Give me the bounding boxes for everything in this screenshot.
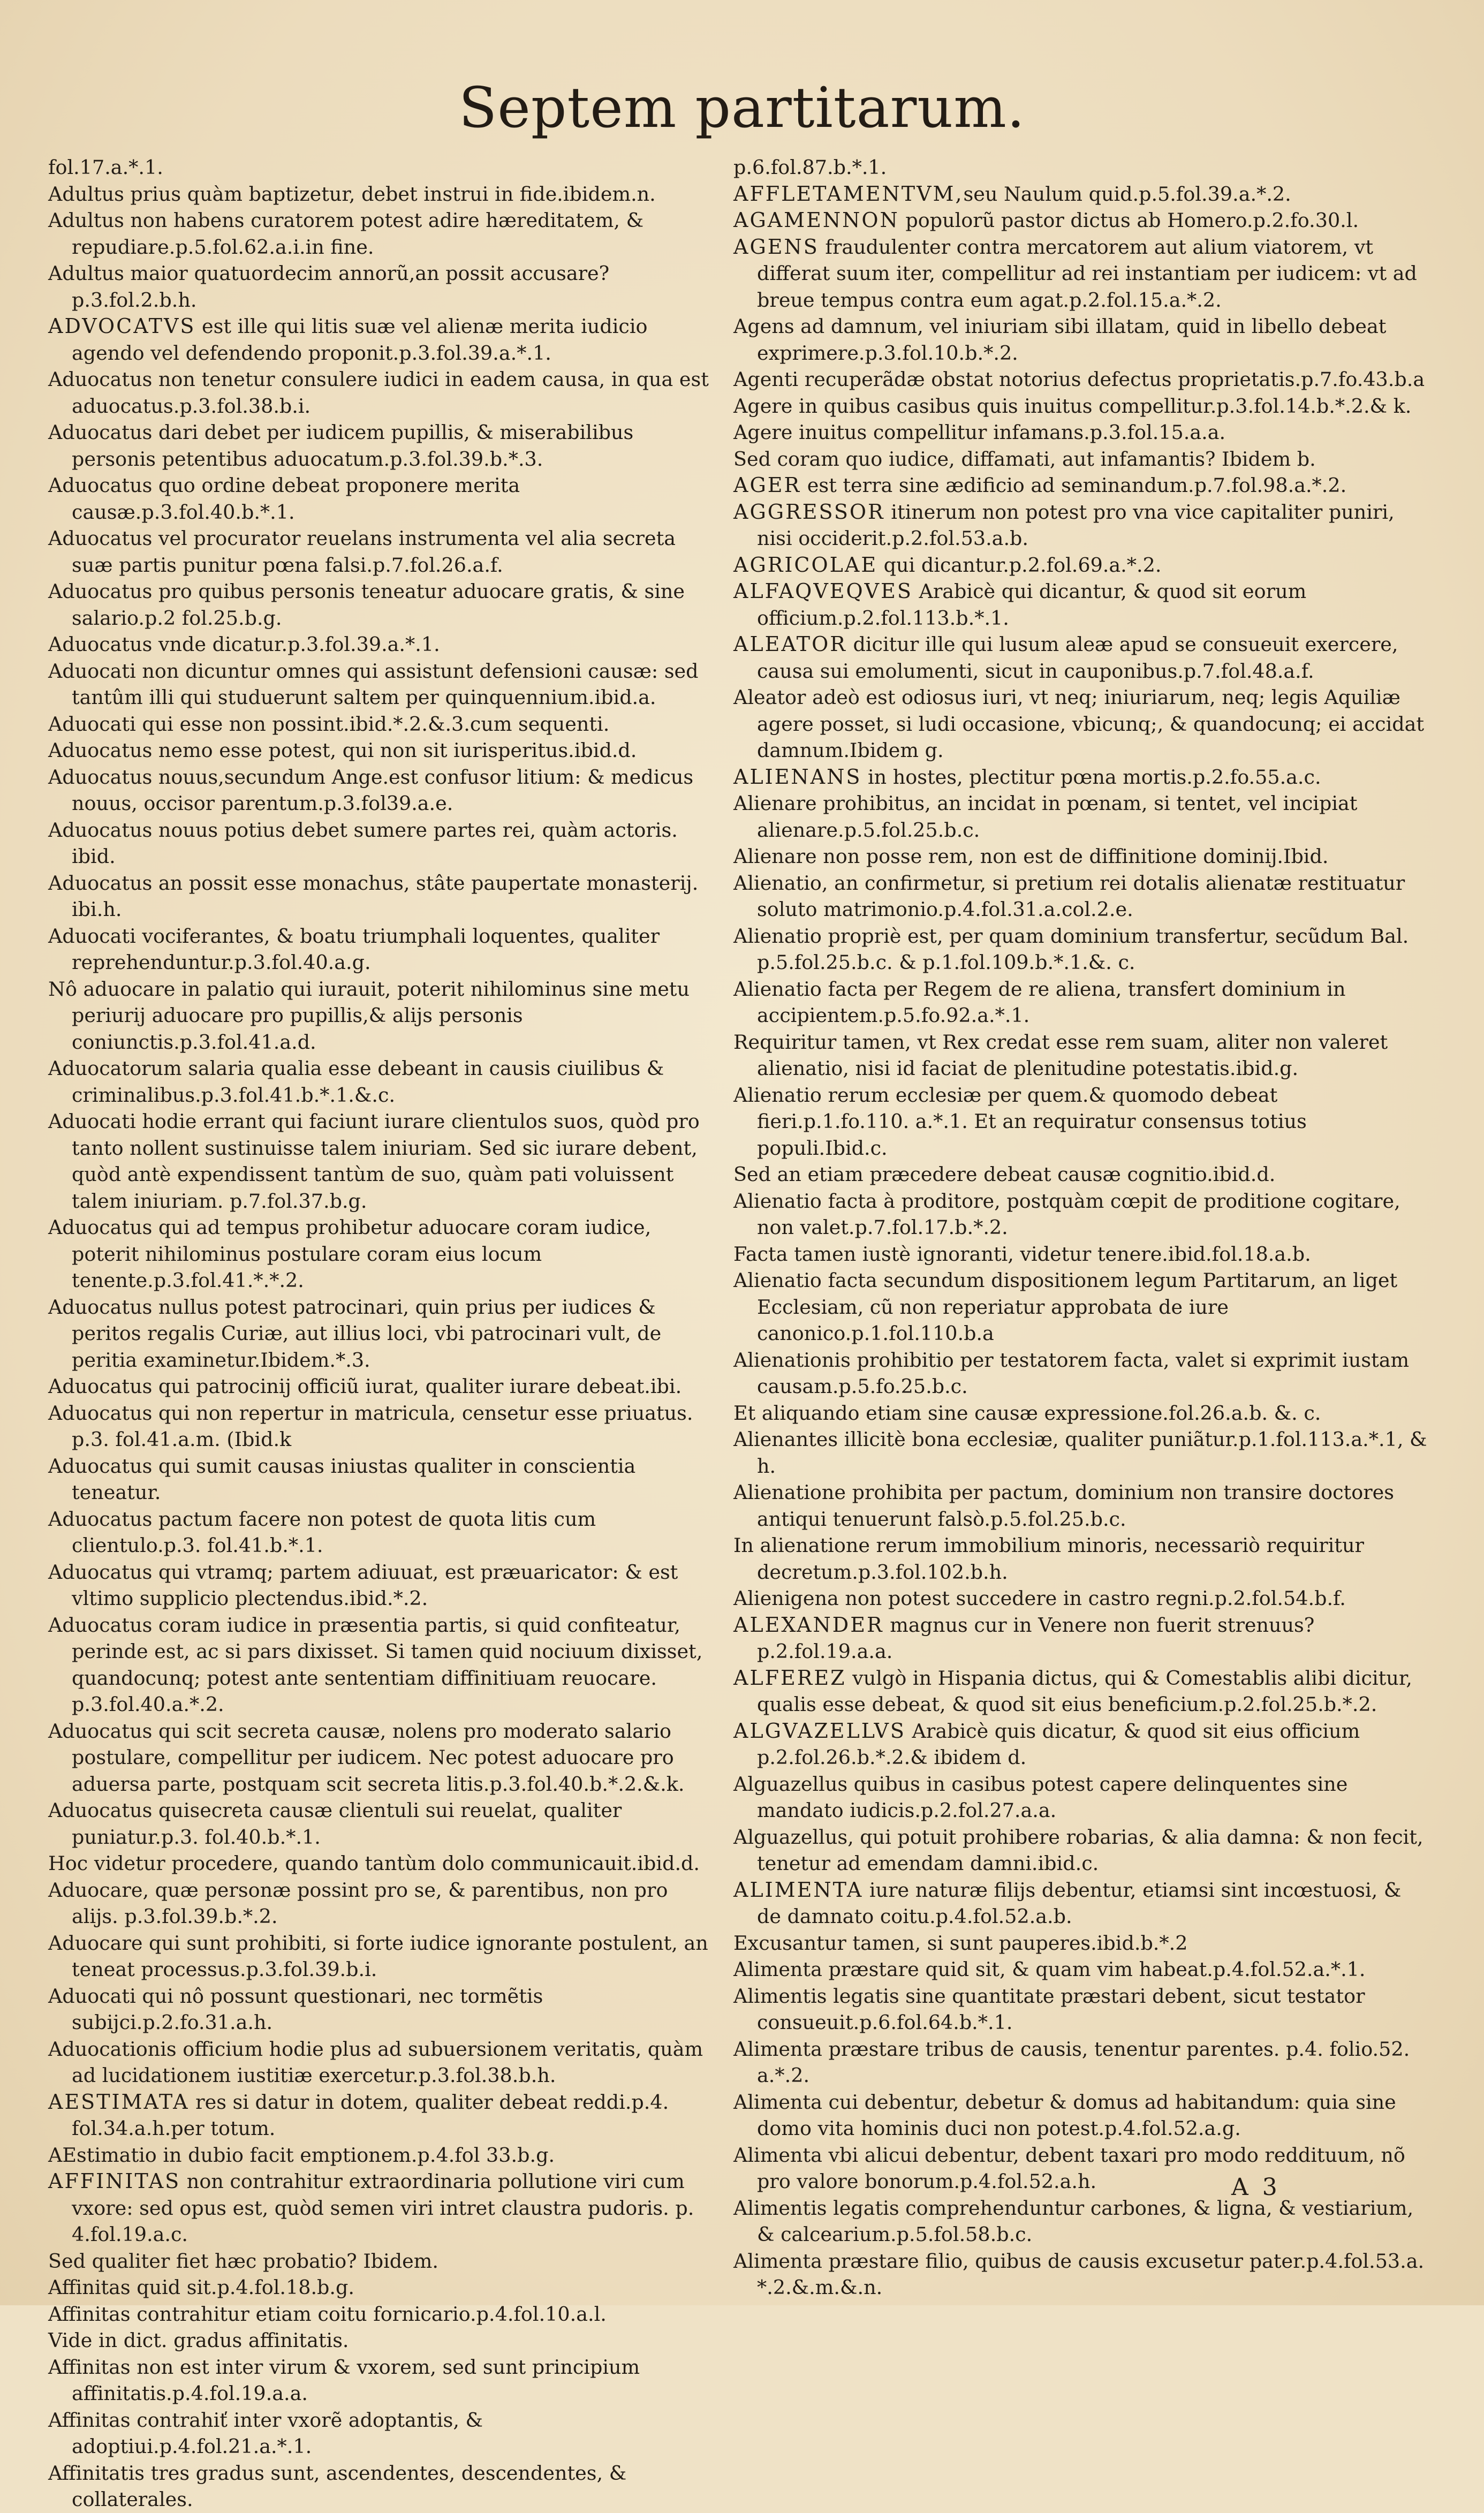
- index-entry: [733, 446, 1429, 473]
- entry-text: Excusantur tamen, si sunt pauperes.ibid.b.*.2: [733, 1931, 1188, 1955]
- index-entry: [733, 1400, 1429, 1427]
- entry-headword: ALEATOR: [733, 632, 847, 656]
- index-entry: [48, 2089, 715, 2142]
- entry-text: Aduocati qui nô possunt questionari, nec tormẽtis subijci.p.2.fo.31.a.h.: [48, 1984, 543, 2034]
- entry-text: Aduocare, quæ personæ possint pro se, & parentibus, non pro alijs. p.3.fol.39.b.*.2.: [48, 1878, 668, 1928]
- entry-text: Alienatio facta secundum dispositionem legum Partitarum, an liget Ecclesiam, cũ non reperiatur approbata de iure canonico.p.1.fol.110.b.a: [733, 1269, 1398, 1345]
- index-entry: [48, 2354, 715, 2407]
- entry-text: Affinitas contrahitur etiam coitu fornicario.p.4.fol.10.a.l.: [48, 2302, 607, 2326]
- index-entry: [733, 1532, 1429, 1585]
- index-entry: [48, 976, 715, 1056]
- entry-text: Nô aduocare in palatio qui iurauit, poterit nihilominus sine metu periurij aduocare pro pupillis,& alijs personis coniunctis.p.3.fol.41.a.d.: [48, 977, 690, 1054]
- entry-text: Aduocare qui sunt prohibiti, si forte iudice ignorante postulent, an teneat processus.p.3.fol.39.b.i.: [48, 1931, 708, 1981]
- index-entry: [733, 1612, 1429, 1665]
- index-entry: [48, 1055, 715, 1108]
- index-entry: [48, 154, 715, 181]
- entry-text: Aduocatus non tenetur consulere iudici in eadem causa, in qua est aduocatus.p.3.fol.38.b.i.: [48, 368, 709, 418]
- index-entry: [48, 2407, 715, 2460]
- entry-text: fraudulenter contra mercatorem aut alium viatorem, vt differat suum iter, compellitur ad rei instantiam per iudicem: vt ad breue tempus contra eum agat.p.2.fol.15.a.*.2.: [757, 235, 1417, 312]
- entry-text: Aduocatus nemo esse potest, qui non sit iurisperitus.ibid.d.: [48, 739, 637, 762]
- entry-text: Aduocatus pactum facere non potest de quota litis cum clientulo.p.3. fol.41.b.*.1.: [48, 1507, 596, 1557]
- index-entry: [48, 711, 715, 738]
- index-entry: [48, 366, 715, 419]
- entry-text: Aduocatus pro quibus personis teneatur aduocare gratis, & sine salario.p.2 fol.25.b.g.: [48, 580, 685, 630]
- entry-text: Arabicè qui dicantur, & quod sit eorum officium.p.2.fol.113.b.*.1.: [757, 580, 1307, 630]
- entry-headword: ALGVAZELLVS: [733, 1719, 906, 1743]
- entry-text: Aduocatus qui ad tempus prohibetur aduocare coram iudice, poterit nihilominus postulare coram eius locum tenente.p.3.fol.41.*.*.2.: [48, 1216, 652, 1292]
- entry-text: Aduocatus vnde dicatur.p.3.fol.39.a.*.1.: [48, 633, 440, 656]
- running-header: Septem partitarum.: [459, 75, 1025, 140]
- index-entry: [733, 790, 1429, 843]
- index-entry: [733, 2142, 1429, 2195]
- left-column: [48, 154, 715, 2513]
- entry-text: Affinitas non est inter virum & vxorem, sed sunt principium affinitatis.p.4.fol.19.a.a.: [48, 2355, 640, 2405]
- entry-text: Alienare non posse rem, non est de diffinitione dominij.Ibid.: [733, 845, 1329, 868]
- index-entry: [48, 1797, 715, 1850]
- signature-mark: A 3: [1231, 2174, 1281, 2201]
- index-entry: [733, 1029, 1429, 1082]
- entry-headword: AGRICOLAE: [733, 552, 878, 577]
- entry-text: Aduocati non dicuntur omnes qui assistunt defensioni causæ: sed tantûm illi qui studuerunt saltem per quinquennium.ibid.a.: [48, 659, 699, 709]
- entry-text: Aduocatus dari debet per iudicem pupillis, & miserabilibus personis petentibus aduocatum.p.3.fol.39.b.*.3.: [48, 421, 634, 471]
- index-entry: [733, 1347, 1429, 1400]
- entry-text: magnus cur in Venere non fuerit strenuus? p.2.fol.19.a.a.: [757, 1613, 1315, 1663]
- index-entry: [733, 1188, 1429, 1241]
- entry-text: Aduocati vociferantes, & boatu triumphali loquentes, qualiter reprehenduntur.p.3.fol.40.a.g.: [48, 924, 660, 974]
- index-entry: [48, 1214, 715, 1294]
- index-entry: [48, 764, 715, 817]
- index-entry: [48, 2142, 715, 2169]
- index-entry: [733, 923, 1429, 976]
- index-entry: [48, 658, 715, 711]
- entry-headword: AGAMENNON: [733, 208, 899, 232]
- index-entry: [733, 843, 1429, 870]
- entry-text: Sed coram quo iudice, diffamati, aut infamantis? Ibidem b.: [733, 447, 1316, 471]
- entry-text: itinerum non potest pro vna vice capitaliter puniri, nisi occiderit.p.2.fol.53.a.b.: [757, 500, 1395, 550]
- index-entry: [733, 207, 1429, 234]
- index-entry: [48, 737, 715, 764]
- index-entry: [733, 419, 1429, 446]
- index-entry: [48, 817, 715, 870]
- index-entry: [733, 313, 1429, 366]
- entry-text: Aduocationis officium hodie plus ad subuersionem veritatis, quàm ad lucidationem iustitiæ exercetur.p.3.fol.38.b.h.: [48, 2037, 703, 2087]
- entry-text: qui dicantur.p.2.fol.69.a.*.2.: [877, 553, 1162, 577]
- index-entry: [733, 684, 1429, 764]
- entry-text: Requiritur tamen, vt Rex credat esse rem suam, aliter non valeret alienatio, nisi id faciat de plenitudine potestatis.ibid.g.: [733, 1030, 1388, 1080]
- index-entry: [733, 552, 1429, 579]
- index-entry: [733, 499, 1429, 552]
- index-entry: [48, 2327, 715, 2354]
- entry-text: Aduocatus quisecreta causæ clientuli sui reuelat, qualiter puniatur.p.3. fol.40.b.*.1.: [48, 1799, 622, 1849]
- entry-headword: AESTIMATA: [48, 2090, 190, 2114]
- index-entry: [48, 1612, 715, 1718]
- index-entry: [48, 1373, 715, 1400]
- entry-text: Alienatione prohibita per pactum, dominium non transire doctores antiqui tenuerunt falsò.p.5.fol.25.b.c.: [733, 1481, 1394, 1531]
- index-entry: [48, 207, 715, 260]
- index-entry: [48, 1506, 715, 1559]
- entry-text: Alimenta cui debentur, debetur & domus ad habitandum: quia sine domo vita hominis duci non potest.p.4.fol.52.a.g.: [733, 2090, 1396, 2140]
- entry-text: Sed an etiam præcedere debeat causæ cognitio.ibid.d.: [733, 1163, 1276, 1186]
- entry-text: Agens ad damnum, vel iniuriam sibi illatam, quid in libello debeat exprimere.p.3.fol.10.b.*.2.: [733, 315, 1387, 365]
- entry-text: Alienatio facta per Regem de re aliena, transfert dominium in accipientem.p.5.fo.92.a.*.1.: [733, 977, 1346, 1027]
- entry-text: Hoc videtur procedere, quando tantùm dolo communicauit.ibid.d.: [48, 1852, 700, 1875]
- index-entry: [733, 393, 1429, 420]
- index-entry: [733, 154, 1429, 181]
- entry-text: non contrahitur extraordinaria pollutione viri cum vxore: sed opus est, quòd semen viri intret claustra pudoris. p. 4.fol.19.a.c.: [72, 2170, 694, 2246]
- index-entry: [48, 2460, 715, 2513]
- index-entry: [733, 234, 1429, 314]
- entry-text: Affinitas quid sit.p.4.fol.18.b.g.: [48, 2276, 354, 2299]
- index-entry: [48, 181, 715, 208]
- entry-text: Aduocatus nouus,secundum Ange.est confusor litium: & medicus nouus, occisor parentum.p.3.fol39.a.e.: [48, 765, 694, 815]
- entry-text: Alienatio propriè est, per quam dominium transfertur, secũdum Bal. p.5.fol.25.b.c. & p.1.fol.109.b.*.1.&. c.: [733, 924, 1409, 974]
- entry-text: Alimenta præstare tribus de causis, tenentur parentes. p.4. folio.52. a.*.2.: [733, 2037, 1410, 2087]
- entry-text: est terra sine ædificio ad seminandum.p.7.fol.98.a.*.2.: [801, 474, 1347, 497]
- index-entry: [733, 2089, 1429, 2142]
- index-entry: [48, 870, 715, 923]
- entry-text: in hostes, plectitur pœna mortis.p.2.fo.55.a.c.: [861, 765, 1321, 789]
- entry-text: dicitur ille qui lusum aleæ apud se consueuit exercere, causa sui emolumenti, sicut in cauponibus.p.7.fol.48.a.f.: [757, 633, 1398, 683]
- index-entry: [733, 976, 1429, 1029]
- entry-text: Agenti recuperãdæ obstat notorius defectus proprietatis.p.7.fo.43.b.a: [733, 368, 1425, 391]
- entry-text: Alguazellus, qui potuit prohibere robarias, & alia damna: & non fecit, tenetur ad emendam damni.ibid.c.: [733, 1825, 1424, 1875]
- index-entry: [48, 1294, 715, 1374]
- entry-headword: ALEXANDER: [733, 1613, 884, 1637]
- index-entry: [48, 313, 715, 366]
- index-entry: [48, 1850, 715, 1877]
- index-entry: [48, 260, 715, 313]
- index-entry: [48, 1877, 715, 1930]
- entry-text: est ille qui litis suæ vel alienæ merita iudicio agendo vel defendendo proponit.p.3.fol.39.a.*.1.: [72, 315, 648, 365]
- index-entry: [48, 1983, 715, 2036]
- entry-headword: AGER: [733, 473, 801, 497]
- index-entry: [733, 1479, 1429, 1532]
- index-entry: [48, 2036, 715, 2089]
- index-entry: [733, 1161, 1429, 1188]
- entry-text: Aduocati hodie errant qui faciunt iurare clientulos suos, quòd pro tanto nollent sustinuisse talem iniuriam. Sed sic iurare debent, quòd antè expendissent tantùm de suo, quàm pati voluissent talem iniuriam. p.7.fol.37.b.g.: [48, 1110, 700, 1213]
- entry-headword: ALIMENTA: [733, 1878, 864, 1902]
- index-entry: [733, 1082, 1429, 1162]
- entry-headword: AGGRESSOR: [733, 499, 885, 524]
- index-entry: [733, 1983, 1429, 2036]
- index-entry: [48, 525, 715, 578]
- index-entry: [733, 2036, 1429, 2089]
- index-entry: [48, 1453, 715, 1506]
- entry-text: Vide in dict. gradus affinitatis.: [48, 2329, 349, 2352]
- index-entry: [733, 1718, 1429, 1771]
- index-entry: [48, 578, 715, 631]
- entry-text: AEstimatio in dubio facit emptionem.p.4.fol 33.b.g.: [48, 2143, 555, 2167]
- index-entry: [733, 1771, 1429, 1824]
- entry-text: Aduocatus nouus potius debet sumere partes rei, quàm actoris. ibid.: [48, 818, 678, 868]
- entry-text: Arabicè quis dicatur, & quod sit eius officium p.2.fol.26.b.*.2.& ibidem d.: [757, 1719, 1360, 1769]
- index-entry: [48, 472, 715, 525]
- entry-text: Alimenta præstare filio, quibus de causis excusetur pater.p.4.fol.53.a. *.2.&.m.&.n.: [733, 2249, 1425, 2299]
- entry-text: Aduocatus qui scit secreta causæ, nolens pro moderato salario postulare, compellitur per iudicem. Nec potest aduocare pro aduersa parte, postquam scit secreta litis.p.3.fol.40.b.*.2.&.k.: [48, 1719, 685, 1796]
- entry-text: Alienantes illicitè bona ecclesiæ, qualiter puniãtur.p.1.fol.113.a.*.1, & h.: [733, 1428, 1427, 1478]
- entry-text: Aduocatus qui sumit causas iniustas qualiter in conscientia teneatur.: [48, 1454, 636, 1504]
- entry-text: p.6.fol.87.b.*.1.: [733, 156, 887, 179]
- index-entry: [733, 366, 1429, 393]
- entry-text: populorũ pastor dictus ab Homero.p.2.fo.30.l.: [899, 209, 1359, 232]
- index-entry: [733, 1956, 1429, 1983]
- entry-text: Alguazellus quibus in casibus potest capere delinquentes sine mandato iudicis.p.2.fol.27.a.a.: [733, 1772, 1348, 1822]
- index-entry: [733, 181, 1429, 208]
- index-entry: [48, 1559, 715, 1612]
- entry-text: Facta tamen iustè ignoranti, videtur tenere.ibid.fol.18.a.b.: [733, 1242, 1311, 1266]
- right-column: [733, 154, 1429, 2301]
- index-entry: [733, 1824, 1429, 1877]
- entry-text: Et aliquando etiam sine causæ expressione.fol.26.a.b. &. c.: [733, 1401, 1321, 1425]
- entry-text: Aduocati qui esse non possint.ibid.*.2.&.3.cum sequenti.: [48, 712, 610, 736]
- entry-headword: AFFINITAS: [48, 2169, 181, 2193]
- index-entry: [733, 472, 1429, 499]
- entry-text: Aduocatus qui non repertur in matricula, censetur esse priuatus. p.3. fol.41.a.m. (Ibid.k: [48, 1401, 693, 1451]
- index-entry: [48, 2248, 715, 2275]
- entry-text: In alienatione rerum immobilium minoris, necessariò requiritur decretum.p.3.fol.102.b.h.: [733, 1534, 1364, 1584]
- entry-text: Aduocatus an possit esse monachus, stâte paupertate monasterij. ibi.h.: [48, 871, 699, 921]
- index-entry: [733, 1930, 1429, 1957]
- index-entry: [733, 764, 1429, 791]
- entry-text: fol.17.a.*.1.: [48, 156, 163, 179]
- entry-text: Agere in quibus casibus quis inuitus compellitur.p.3.fol.14.b.*.2.& k.: [733, 394, 1412, 418]
- index-entry: [733, 1877, 1429, 1930]
- entry-text: Adultus prius quàm baptizetur, debet instrui in fide.ibidem.n.: [48, 182, 656, 206]
- entry-text: Alienatio facta à proditore, postquàm cœpit de proditione cogitare, non valet.p.7.fol.17.b.*.2.: [733, 1189, 1400, 1239]
- entry-headword: AGENS: [733, 234, 819, 259]
- entry-text: Adultus maior quatuordecim annorũ,an possit accusare? p.3.fol.2.b.h.: [48, 262, 610, 312]
- entry-text: vulgò in Hispania dictus, qui & Comestablis alibi dicitur, qualis esse debeat, & quod sit eius beneficium.p.2.fol.25.b.*.2.: [757, 1666, 1412, 1716]
- entry-text: Alienationis prohibitio per testatorem facta, valet si exprimit iustam causam.p.5.fo.25.b.c.: [733, 1348, 1410, 1398]
- entry-text: Aduocatus quo ordine debeat proponere merita causæ.p.3.fol.40.b.*.1.: [48, 474, 520, 524]
- entry-text: Alimenta vbi alicui debentur, debent taxari pro modo reddituum, nõ pro valore bonorum.p.4.fol.52.a.h.: [733, 2143, 1405, 2193]
- entry-text: Aduocatus qui patrocinij officiũ iurat, qualiter iurare debeat.ibi.: [48, 1375, 682, 1398]
- entry-text: Aduocatus qui vtramq; partem adiuuat, est præuaricator: & est vltimo supplicio plectendus.ibid.*.2.: [48, 1560, 678, 1610]
- entry-text: seu Naulum quid.p.5.fol.39.a.*.2.: [963, 182, 1291, 206]
- index-entry: [48, 419, 715, 472]
- index-entry: [48, 2274, 715, 2301]
- index-entry: [733, 2248, 1429, 2301]
- index-entry: [48, 631, 715, 658]
- index-entry: [48, 1108, 715, 1214]
- entry-headword: AFFLETAMENTVM,: [733, 181, 964, 206]
- index-entry: [48, 1930, 715, 1983]
- entry-text: Alienatio, an confirmetur, si pretium rei dotalis alienatæ restituatur soluto matrimonio.p.4.fol.31.a.col.2.e.: [733, 871, 1405, 921]
- entry-text: Aduocatus coram iudice in præsentia partis, si quid confiteatur, perinde est, ac si pars dixisset. Si tamen quid nociuum dixisset, quandocunq; potest ante sententiam diffinitiuam reuocare. p.3.fol.40.a.*.2.: [48, 1613, 703, 1716]
- index-entry: [48, 1400, 715, 1453]
- entry-text: iure naturæ filijs debentur, etiamsi sint incœstuosi, & de damnato coitu.p.4.fol.52.a.b.: [757, 1878, 1402, 1928]
- entry-text: Affinitas contrahiť inter vxorẽ adoptantis, & adoptiui.p.4.fol.21.a.*.1.: [48, 2408, 483, 2458]
- entry-text: res si datur in dotem, qualiter debeat reddi.p.4. fol.34.a.h.per totum.: [72, 2090, 669, 2140]
- index-entry: [733, 1585, 1429, 1612]
- index-entry: [733, 870, 1429, 923]
- index-entry: [733, 1267, 1429, 1347]
- index-entry: [733, 631, 1429, 684]
- index-entry: [733, 1665, 1429, 1718]
- entry-text: Affinitatis tres gradus sunt, ascendentes, descendentes, & collaterales.: [48, 2461, 627, 2511]
- entry-text: Aduocatus nullus potest patrocinari, quin prius per iudices & peritos regalis Curiæ, aut illius loci, vbi patrocinari vult, de peritia examinetur.Ibidem.*.3.: [48, 1295, 662, 1372]
- entry-headword: ALFAQVEQVES: [733, 579, 913, 603]
- index-entry: [48, 1718, 715, 1798]
- entry-text: Sed qualiter fiet hæc probatio? Ibidem.: [48, 2249, 438, 2273]
- entry-text: Alienare prohibitus, an incidat in pœnam, si tentet, vel incipiat alienare.p.5.fol.25.b.c.: [733, 792, 1358, 842]
- entry-text: Alimentis legatis sine quantitate præstari debent, sicut testator consueuit.p.6.fol.64.b.*.1.: [733, 1984, 1365, 2034]
- entry-text: Alimentis legatis comprehenduntur carbones, & ligna, & vestiarium, & calcearium.p.5.fol.58.b.c.: [733, 2196, 1414, 2246]
- index-entry: [48, 923, 715, 976]
- index-entry: [48, 2301, 715, 2328]
- index-entry: [48, 2168, 715, 2248]
- entry-text: Alienigena non potest succedere in castro regni.p.2.fol.54.b.f.: [733, 1587, 1346, 1610]
- entry-headword: ALFEREZ: [733, 1666, 846, 1690]
- entry-headword: ALIENANS: [733, 765, 862, 789]
- entry-headword: ADVOCATVS: [48, 314, 196, 338]
- entry-text: Adultus non habens curatorem potest adire hæreditatem, & repudiare.p.5.fol.62.a.i.in fine.: [48, 209, 644, 259]
- index-entry: [733, 1241, 1429, 1268]
- entry-text: Aduocatus vel procurator reuelans instrumenta vel alia secreta suæ partis punitur pœna falsi.p.7.fol.26.a.f.: [48, 527, 676, 577]
- index-entry: [733, 2195, 1429, 2248]
- index-entry: [733, 578, 1429, 631]
- entry-text: Aduocatorum salaria qualia esse debeant in causis ciuilibus & criminalibus.p.3.fol.41.b.*.1.&.c.: [48, 1057, 664, 1107]
- entry-text: Aleator adeò est odiosus iuri, vt neq; iniuriarum, neq; legis Aquiliæ agere posset, si ludi occasione, vbicunq;, & quandocunq; ei accidat damnum.Ibidem g.: [733, 686, 1425, 762]
- entry-text: Alimenta præstare quid sit, & quam vim habeat.p.4.fol.52.a.*.1.: [733, 1958, 1366, 1981]
- entry-text: Alienatio rerum ecclesiæ per quem.& quomodo debeat fieri.p.1.fo.110. a.*.1. Et an requiratur consensus totius populi.Ibid.c.: [733, 1083, 1307, 1160]
- entry-text: Agere inuitus compellitur infamans.p.3.fol.15.a.a.: [733, 421, 1226, 444]
- index-entry: [733, 1426, 1429, 1479]
